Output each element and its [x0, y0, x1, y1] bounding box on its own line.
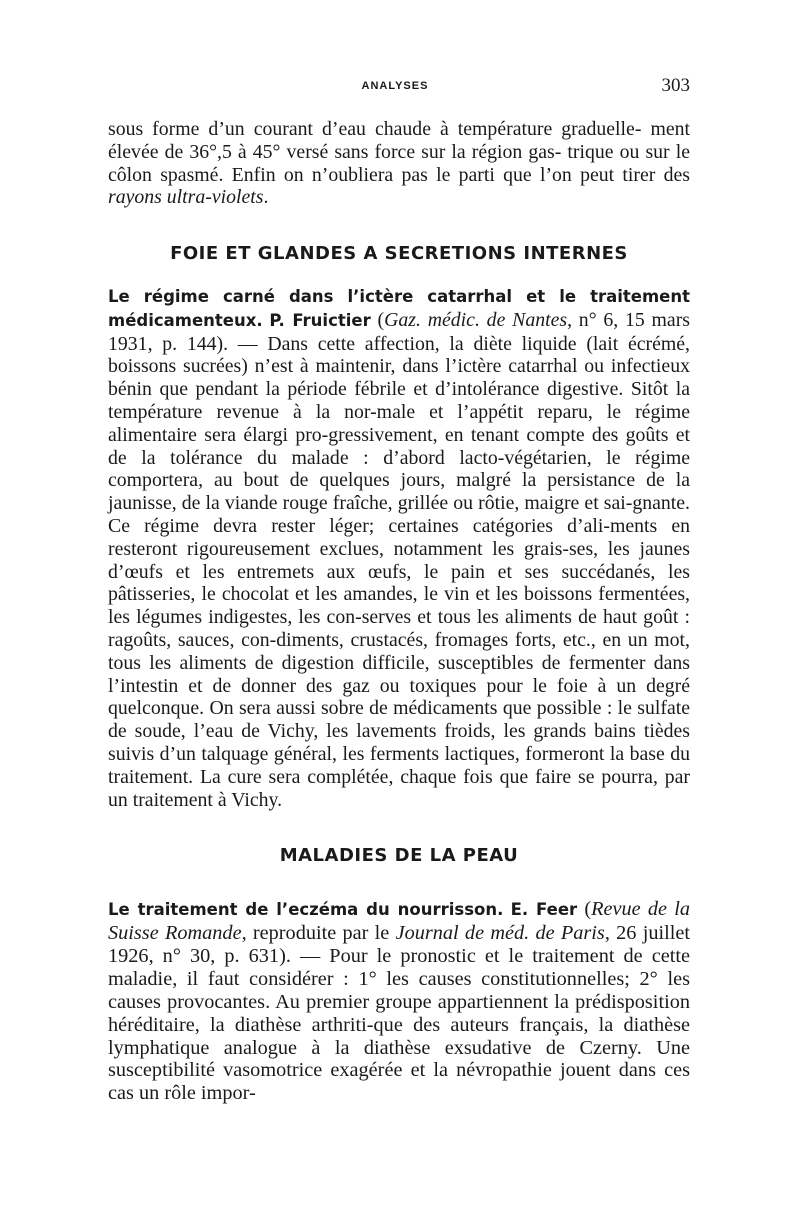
citation-open: (	[577, 898, 592, 921]
intro-line: trique ou sur le côlon spasmé. Enfin on n’oubliera pas le parti	[108, 140, 690, 186]
article-author: E. Feer	[510, 900, 578, 920]
intro-line: sous forme d’un courant d’eau chaude à température graduelle-	[108, 118, 642, 140]
running-title: ANALYSES	[361, 80, 429, 92]
citation-open: (	[370, 308, 385, 331]
article-text: — Dans cette affection, la diète liquide (lait écrémé, boissons sucrées) n’est à maintenir, dans l’ictère catarrhal ou infectieux bénin que pendant la période fébrile et d’intolérance digestive. Sitôt la température revenue à la nor-male et l’appétit reparu, le régime alimentaire sera élargi pro-gressivement, en tenant compte des goûts et de la tolérance du malade : d’abord lacto-végétarien, le régime comportera, au bout de quelques jours, malgré la persistance de la jaunisse, de la viande rouge fraîche, grillée ou rôtie, maigre et sai-gnante. Ce régime devra rester léger; certaines catégories d’ali-ments en resteront rigoureusement exclues, notamment les grais-ses, les jaunes d’œufs et les entremets aux œufs, le pain et ses succédanés, les pâtisseries, le chocolat et les amandes, le vin et les boissons fermentées, les légumes indigestes, les con-serves et tous les aliments de haut goût : ragoûts, sauces, con-diments, crustacés, fromages forts, etc., en un mot, tous les aliments de digestion difficile, susceptibles de fermenter dans l’intestin et de donner des gaz ou toxiques pour le foie à un degré quelconque. On sera aussi sobre de médicaments que possible : le sulfate de soude, l’eau de Vichy, les lavements froids, les grands bains tièdes suivis d’un talquage général, les ferments lactiques, formeront la base du traitement. La cure sera complétée, chaque fois que faire se pourra, par un traitement à Vichy.	[108, 332, 690, 811]
intro-line: que l’on peut tirer des	[503, 163, 690, 186]
intro-line: ment élevée de 36°,5 à 45° versé sans force sur la région gas-	[108, 118, 690, 163]
citation-reproduced: , reproduite par le	[241, 922, 396, 945]
article-paragraph-2	[108, 898, 690, 1105]
running-header	[108, 75, 690, 96]
article-text: — Pour le pronostic et le traitement de cette maladie, il faut considérer : 1° les causes constitutionnelles; 2° les causes provocantes. Au premier groupe appartiennent la prédisposition héréditaire, la diathèse arthriti-que des auteurs français, la diathèse lymphatique analogue à la diathèse exsudative de Czerny. Une susceptibilité vasomotrice exagérée et la névropathie jouent dans ces cas un rôle impor-	[108, 944, 690, 1105]
source-journal: Revue de la Suisse Romande	[108, 898, 691, 945]
page-number: 303	[661, 75, 690, 96]
intro-italic: rayons ultra-violets	[108, 186, 264, 209]
intro-line-end: .	[263, 186, 269, 209]
article-title: Le régime carné dans l’ictère catarrhal et le traitement médicamenteux.	[108, 286, 690, 330]
section-heading-peau: MALADIES DE LA PEAU	[279, 845, 519, 867]
intro-paragraph	[108, 118, 690, 209]
source-journal-2: Journal de méd. de Paris	[395, 922, 605, 945]
article-title: Le traitement de l’eczéma du nourrisson.	[108, 900, 504, 920]
article-author: P. Fruictier	[269, 310, 371, 330]
citation-details: , 26 juillet 1926, n° 30, p. 631).	[108, 922, 691, 967]
source-journal: Gaz. médic. de Nantes	[384, 308, 568, 331]
article-paragraph-1	[108, 285, 690, 811]
section-heading-foie: FOIE ET GLANDES A SECRETIONS INTERNES	[170, 243, 628, 265]
body-text	[108, 118, 690, 1105]
citation-details: , n° 6, 15 mars 1931, p. 144).	[108, 308, 690, 355]
